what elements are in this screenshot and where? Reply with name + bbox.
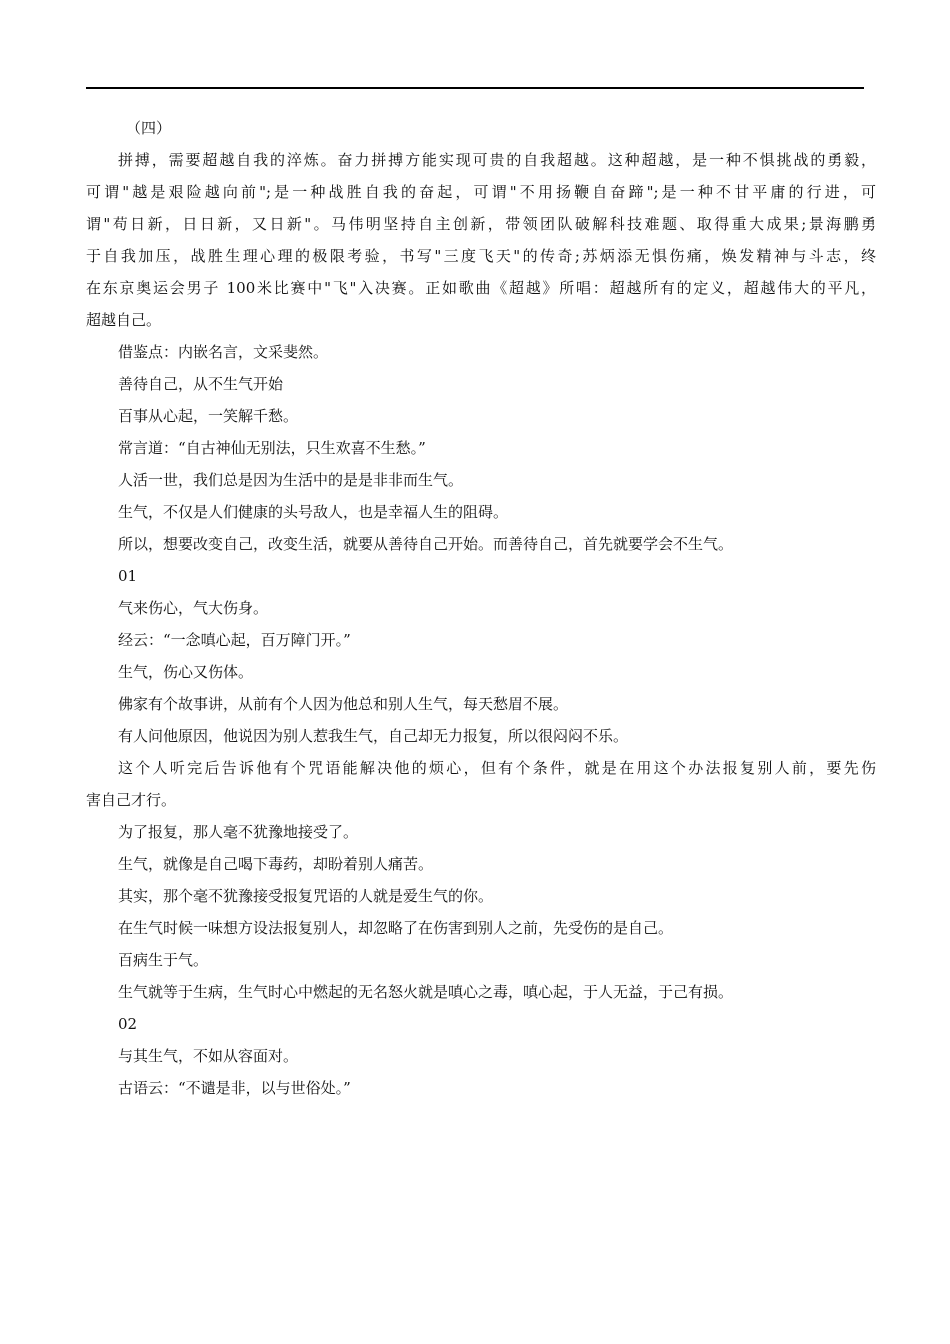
text-line: 其实，那个毫不犹豫接受报复咒语的人就是爱生气的你。 [118, 887, 494, 905]
text-line: 百事从心起，一笑解千愁。 [118, 407, 299, 425]
text-line: 生气就等于生病，生气时心中燃起的无名怒火就是嗔心之毒，嗔心起，于人无益，于己有损。 [118, 983, 734, 1001]
text-line: 百病生于气。 [118, 951, 209, 969]
text-line: 所以，想要改变自己，改变生活，就要从善待自己开始。而善待自己，首先就要学会不生气。 [118, 535, 734, 553]
paragraph-line: 超越自己。 [86, 311, 162, 329]
text-line: 人活一世，我们总是因为生活中的是是非非而生气。 [118, 471, 464, 489]
section-number: 01 [118, 567, 138, 585]
text-line: 气来伤心，气大伤身。 [118, 599, 269, 617]
text-line: 生气，伤心又伤体。 [118, 663, 254, 681]
text-line: 在生气时候一味想方设法报复别人，却忽略了在伤害到别人之前，先受伤的是自己。 [118, 919, 674, 937]
text-line: 有人问他原因，他说因为别人惹我生气，自己却无力报复，所以很闷闷不乐。 [118, 727, 629, 745]
section-number: 02 [118, 1015, 138, 1033]
text-line: 借鉴点：内嵌名言，文采斐然。 [118, 343, 329, 361]
paragraph-line: 拼搏，需要超越自我的淬炼。奋力拼搏方能实现可贵的自我超越。这种超越，是一种不惧挑战的勇毅， [118, 151, 876, 169]
text-line: 生气，就像是自己喝下毒药，却盼着别人痛苦。 [118, 855, 434, 873]
text-line: 古语云：“不谴是非，以与世俗处。” [118, 1079, 351, 1097]
text-line: 常言道：“自古神仙无别法，只生欢喜不生愁。” [118, 439, 426, 457]
paragraph-line: 害自己才行。 [86, 791, 177, 809]
paragraph-line: 这个人听完后告诉他有个咒语能解决他的烦心，但有个条件，就是在用这个办法报复别人前，要先伤 [118, 759, 876, 777]
text-line: 与其生气，不如从容面对。 [118, 1047, 299, 1065]
paragraph-line: 于自我加压，战胜生理心理的极限考验，书写"三度飞天"的传奇;苏炳添无惧伤痛，焕发精神与斗志，终 [86, 247, 876, 265]
paragraph-line: 在东京奥运会男子 100米比赛中"飞"入决赛。正如歌曲《超越》所唱：超越所有的定义，超越伟大的平凡， [86, 279, 876, 297]
text-line: 为了报复，那人毫不犹豫地接受了。 [118, 823, 359, 841]
text-line: 善待自己，从不生气开始 [118, 375, 284, 393]
document-body [86, 112, 876, 1104]
section-label: （四） [126, 119, 172, 137]
paragraph-line: 谓"苟日新，日日新，又日新"。马伟明坚持自主创新，带领团队破解科技难题、取得重大成果;景海鹏勇 [86, 215, 876, 233]
text-line: 生气，不仅是人们健康的头号敌人，也是幸福人生的阻碍。 [118, 503, 509, 521]
header-rule [86, 87, 864, 89]
text-line: 佛家有个故事讲，从前有个人因为他总和别人生气，每天愁眉不展。 [118, 695, 569, 713]
text-line: 经云：“一念嗔心起，百万障门开。” [118, 631, 351, 649]
paragraph-line: 可谓"越是艰险越向前";是一种战胜自我的奋起，可谓"不用扬鞭自奋蹄";是一种不甘平庸的行进，可 [86, 183, 876, 201]
